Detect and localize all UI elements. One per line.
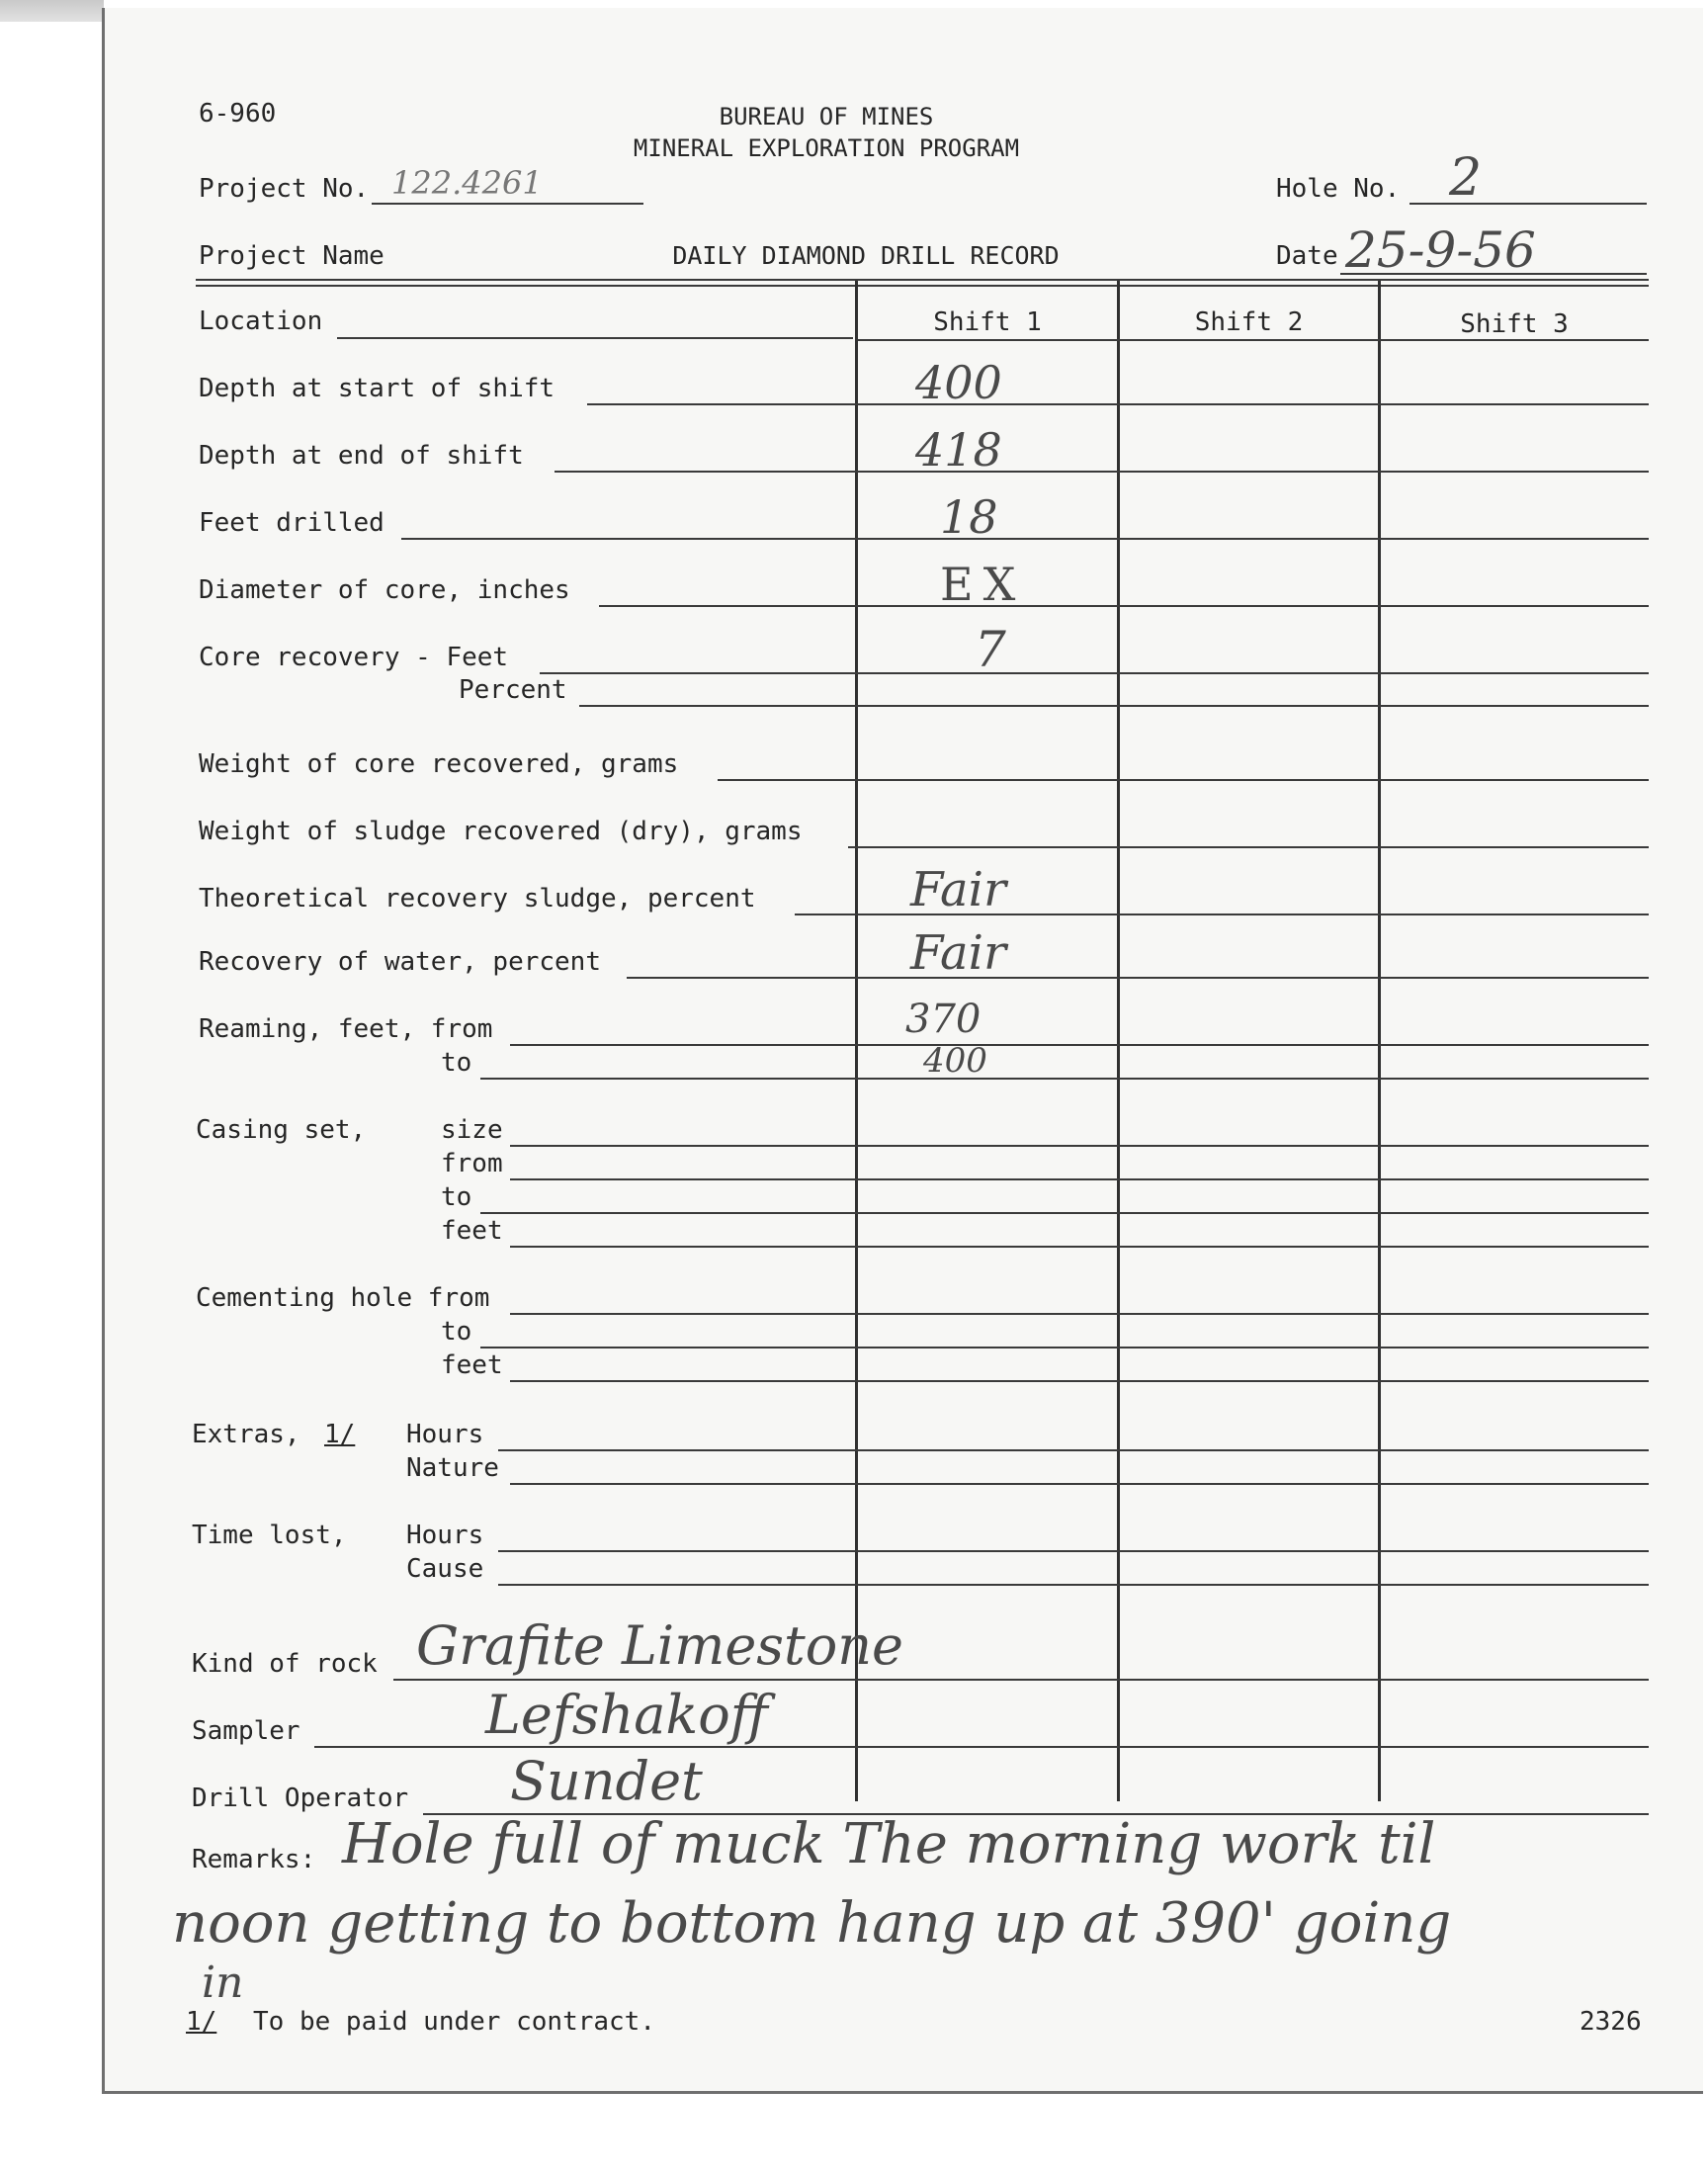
header-rule-2 [196, 285, 1649, 287]
sampler-label: Sampler [192, 1716, 300, 1746]
project-name-label: Project Name [199, 241, 384, 271]
casing-to-line [480, 1212, 1649, 1214]
reaming-from-line [510, 1044, 1649, 1046]
extras-hours-label: Hours [406, 1420, 484, 1449]
feet-drilled-label: Feet drilled [199, 508, 384, 538]
sampler-value: Lefshakoff [485, 1684, 768, 1746]
percent-label: Percent [459, 675, 567, 705]
core-recovery-label: Core recovery - Feet [199, 643, 509, 672]
core-recovery-percent-line [579, 705, 1649, 707]
location-label: Location [199, 306, 323, 336]
drill-operator-label: Drill Operator [192, 1784, 409, 1813]
casing-feet-label: feet [441, 1216, 503, 1246]
program-title: MINERAL EXPLORATION PROGRAM [633, 134, 1020, 162]
shift1-theoretical: Fair [910, 862, 1006, 917]
casing-feet-line [510, 1246, 1649, 1248]
remarks-line-1: Hole full of muck The morning work til [342, 1812, 1436, 1876]
time-lost-cause-label: Cause [406, 1554, 484, 1584]
shift-1-header: Shift 1 [933, 307, 1042, 337]
location-line [337, 337, 853, 339]
depth-end-line [555, 471, 1649, 473]
hole-no-label: Hole No. [1276, 174, 1401, 204]
cementing-from-line [510, 1313, 1649, 1315]
depth-end-label: Depth at end of shift [199, 441, 524, 471]
sampler-line [314, 1746, 1649, 1748]
project-no-line [372, 203, 643, 205]
shift1-diameter: EX [940, 558, 1026, 611]
casing-to-label: to [441, 1182, 472, 1212]
kind-of-rock-label: Kind of rock [192, 1649, 378, 1679]
column-divider-1 [855, 281, 858, 1801]
core-recovery-feet-line [540, 672, 1649, 674]
depth-start-line [587, 403, 1649, 405]
extras-hours-line [498, 1449, 1649, 1451]
weight-sludge-label: Weight of sludge recovered (dry), grams [199, 817, 803, 846]
column-divider-2 [1117, 281, 1120, 1801]
cementing-label: Cementing hole from [196, 1283, 490, 1313]
hole-no-value: 2 [1449, 148, 1483, 208]
project-no-label: Project No. [199, 174, 370, 204]
feet-drilled-line [401, 538, 1649, 540]
shift1-core-recovery-feet: 7 [975, 621, 1006, 678]
date-label: Date [1276, 241, 1338, 271]
form-sheet [102, 8, 1703, 2094]
time-lost-hours-line [498, 1550, 1649, 1552]
diameter-label: Diameter of core, inches [199, 575, 570, 605]
project-no-value: 122.4261 [391, 164, 543, 202]
cementing-feet-line [510, 1380, 1649, 1382]
weight-sludge-line [848, 846, 1649, 848]
shift1-depth-start: 400 [915, 356, 1002, 409]
shift1-feet-drilled: 18 [940, 490, 998, 544]
casing-label: Casing set, [196, 1115, 367, 1145]
footnote-ref: 1/ [186, 2007, 217, 2037]
water-label: Recovery of water, percent [199, 947, 601, 977]
drill-operator-value: Sundet [510, 1750, 703, 1812]
theoretical-label: Theoretical recovery sludge, percent [199, 884, 756, 914]
weight-core-label: Weight of core recovered, grams [199, 749, 679, 779]
reaming-label: Reaming, feet, from [199, 1014, 493, 1044]
shift-header-line [858, 339, 1649, 341]
diameter-line [599, 605, 1649, 607]
record-title: DAILY DIAMOND DRILL RECORD [672, 241, 1060, 270]
reaming-to-label: to [441, 1048, 472, 1078]
time-lost-label: Time lost, [192, 1521, 347, 1550]
extras-label: Extras, [192, 1420, 300, 1449]
shift1-reaming-to: 400 [923, 1041, 987, 1081]
casing-from-line [510, 1178, 1649, 1180]
hole-no-line [1409, 203, 1647, 205]
casing-size-label: size [441, 1115, 503, 1145]
kind-of-rock-line [393, 1679, 1649, 1681]
weight-core-line [718, 779, 1649, 781]
casing-size-line [510, 1145, 1649, 1147]
shift1-reaming-from: 370 [905, 997, 982, 1042]
kind-of-rock-value: Grafite Limestone [416, 1614, 903, 1677]
shift1-water: Fair [910, 925, 1006, 981]
footnote-text: To be paid under contract. [253, 2007, 655, 2037]
shift1-depth-end: 418 [915, 423, 1002, 477]
time-lost-hours-label: Hours [406, 1521, 484, 1550]
header-rule-1 [196, 279, 1649, 281]
shift-3-header: Shift 3 [1460, 309, 1569, 339]
remarks-label: Remarks: [192, 1845, 316, 1874]
water-line [627, 977, 1649, 979]
casing-from-label: from [441, 1149, 503, 1178]
cementing-to-line [480, 1347, 1649, 1348]
depth-start-label: Depth at start of shift [199, 374, 555, 403]
shift-2-header: Shift 2 [1194, 307, 1304, 337]
column-divider-3 [1378, 281, 1381, 1801]
time-lost-cause-line [498, 1584, 1649, 1586]
date-line [1340, 273, 1647, 275]
reaming-to-line [480, 1078, 1649, 1080]
agency-title: BUREAU OF MINES [719, 103, 934, 130]
extras-footnote-ref: 1/ [324, 1420, 356, 1449]
extras-nature-line [510, 1483, 1649, 1485]
cementing-to-label: to [441, 1317, 472, 1347]
cementing-feet-label: feet [441, 1350, 503, 1380]
form-number: 6-960 [199, 99, 277, 129]
page-code: 2326 [1580, 2007, 1642, 2037]
scan-corner-shadow [0, 0, 104, 22]
remarks-line-2: noon getting to bottom hang up at 390' going [172, 1891, 1452, 1956]
extras-nature-label: Nature [406, 1453, 499, 1483]
date-value: 25-9-56 [1345, 221, 1536, 279]
remarks-line-3: in [202, 1958, 244, 2008]
